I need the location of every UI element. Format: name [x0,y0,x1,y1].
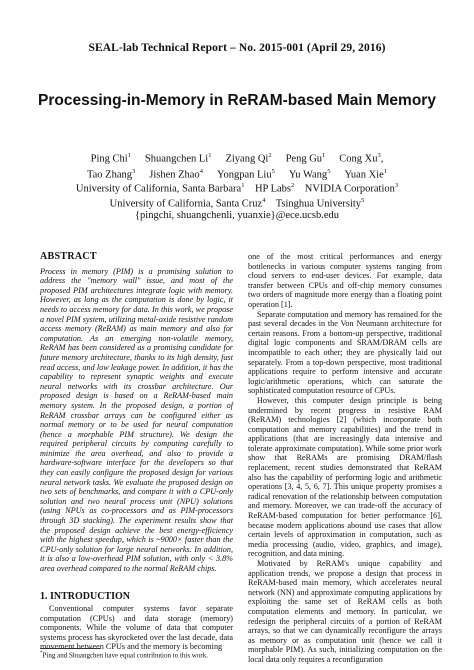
intro-text [40,604,233,652]
right-paragraph-2: Separate computation and memory has remained for the past several decades in the Von Neumann architecture for certain reasons. From a bottom-up perspective, traditional digital logic components and SRAM/DRAM cells are incompatible to each other; they are physically laid out separately. From a top-down perspective, most traditional applications require to perform intensive and accurate logic/arithmetic operations, which can saturate the sophisticated computation resource of CPUs. [248,309,442,396]
author: Jishen Zhao$^4$ [149,167,203,180]
author: Yongpan Liu$^5$ [216,167,275,180]
footnote-divider [40,648,100,649]
abstract-text: Process in memory (PIM) is a promising solution to address the "memory wall" issue, and most of the proposed PIM architectures integrate logic with memory. However, as long as the computation is done by logic, it needs to access memory for data. In this work, we propose a novel PIM system, utilizing metal-oxide resistive random access memory (ReRAM) as main memory and also for computation. As an emerging non-volatile memory, ReRAM has been considered as a promising candidate for future memory architecture, thanks to its high density, fast read access, and low leakage power. In addition, it has the capability to represent synaptic weights and execute neural networks with its crossbar architecture. Our proposed design is based on a ReRAM-based main memory system. In the proposed design, a portion of ReRAM crossbar arrays can be configured either as normal memory or to be used for neural computation (hence a morphable PIM structure). We design the required peripheral circuits by computing carefully to minimize the area overhead, and also to provide a hardware-software interface for the developers so that they can easily configure the proposed design for various neural network tasks. We evaluate the proposed design on two sets of benchmarks, and compare it with a CPU-only solution and two neural process unit (NPU) solutions (using NPUs as co-processors and as PIM-processors through 3D stacking). The experiment results show that the proposed design achieve the best energy-efficiency with the highest speedup, which is ~9000× faster than the CPU-only solution for large neural networks. In addition, it is also a low-overhead PIM solution, with only < 3.8% area overhead compared to the normal ReRAM chips. [40,266,233,573]
left-column [40,252,233,574]
right-paragraph-4: Motivated by ReRAM's unique capability and application trends, we propose a design that process in ReRAM-based main memory, which accelerates neural network (NN) and approximate computing applications by exploiting the same set of ReRAM cells as both computation elements and memory. In particular, we redesign the peripheral circuits of a portion of ReRAM arrays, so that we can dynamically reconfigure the arrays as memory or as computation unit (hence we call it morphable PIM). As such, initializing computation on the local data only requires a reconfiguration [248,559,442,664]
abstract-heading: ABSTRACT [40,251,97,262]
author-list [40,150,434,181]
author: Cong Xu$^3$, [339,152,384,165]
author: Ping Chi$^1$ [90,152,131,165]
affiliation-line-1: University of California, Santa Barbara$^1$ HP Labs$^2$ NVIDIA Corporation$^3$ [75,182,399,195]
affiliations [0,180,474,222]
author: Shuangchen Li$^1$ [144,152,212,165]
right-column [248,252,442,665]
author-row-1 [40,150,434,166]
author: Tao Zhang$^3$ [86,167,136,180]
report-header: SEAL-lab Technical Report – No. 2015-001 (April 29, 2016) [88,42,386,54]
right-paragraph-1: one of the most critical performances and energy bottlenecks in various computer systems ranging from cloud servers to end-user devices. For example, data transfer between CPUs and off-chip memory consumes two orders of magnitude more energy than a floating point operation [1]. [248,252,442,309]
right-paragraph-3: However, this computer design principle is being undermined by recent progress in resistive RAM (ReRAM) technologies [2] (which incorporate both computation and memory capabilities) and the trend in applications (that are increasingly data intensive and tolerate approximate computation). While some prior work show that ReRAMs are promising DRAM/flash replacement, recent studies demonstrated that ReRAM also has the capability of performing logic and arithmetic operations [3, 4, 5, 6, 7]. This unique property promises a radical renovation of the relationship between computation and memory. Moreover, we can trade-off the accuracy of ReRAM-based computation for better performance [6], because modern applications abound use cases that allow certain levels of approximation in computation, such as media processing (audio, video, graphics, and image), recognition, and data mining. [248,395,442,559]
affiliation-line-2: University of California, Santa Cruz$^4$ Tsinghua University$^5$ [109,197,365,210]
footnote: *Ping and Shuangchen have equal contribution to this work. [40,651,208,660]
author: Peng Gu$^1$ [285,152,326,165]
author: Yuan Xie$^1$ [344,167,388,180]
intro-paragraph: Conventional computer systems favor separate computation (CPUs) and data storage (memory) components. While the volume of data that computer systems process has skyrocketed over the last decade, data movement between CPUs and the memory is becoming [40,604,233,652]
intro-heading: 1. INTRODUCTION [40,591,131,602]
paper-title: Processing-in-Memory in ReRAM-based Main Memory [38,92,436,109]
author: Yu Wang$^5$ [288,167,331,180]
author-row-2 [40,166,434,182]
author-emails: {pingchi, shuangchenli, yuanxie}@ece.ucsb.edu [134,210,340,221]
author: Ziyang Qi$^2$ [225,152,272,165]
